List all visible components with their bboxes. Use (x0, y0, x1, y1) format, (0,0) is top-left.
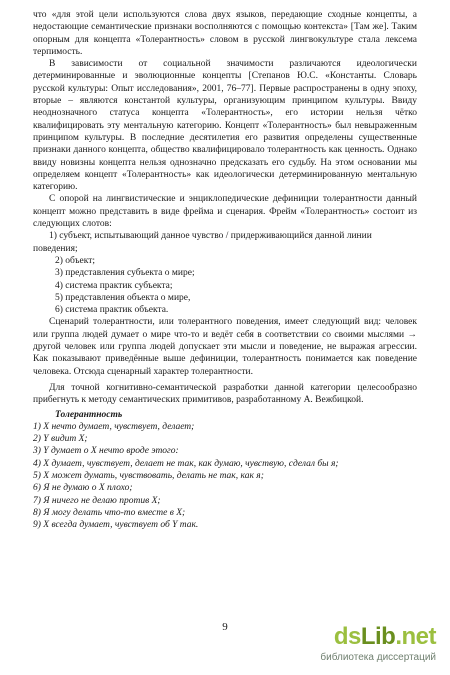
slot-item: 6) система практик объекта. (55, 305, 169, 316)
primitive-item: 3) Y думает о X нечто вроде этого: (33, 446, 179, 457)
document-page (33, 9, 417, 531)
paragraph-3: С опорой на лингвистические и энциклопедические дефиниции толерантности данный концепт можно представить в виде фрейма и сценария. Фрейм «Толерантность» состоит из следующих слотов: (33, 194, 417, 230)
primitive-item: 5) X может думать, чувствовать, делать не так, как я; (33, 470, 264, 481)
slot-item: 5) представления объекта о мире, (55, 292, 191, 303)
primitive-item: 1) X нечто думает, чувствует, делает; (33, 421, 195, 432)
frame-slot-list (33, 230, 417, 316)
primitive-item: 2) Y видит X; (33, 434, 88, 445)
primitive-item: 4) X думает, чувствует, делает не так, как думаю, чувствую, сделал бы я; (33, 458, 339, 469)
paragraph-5: Для точной когнитивно-семантической разработки данной категории целесообразно прибегнуть к методу семантических примитивов, разработанному А. Вежбицкой. (33, 382, 417, 406)
paragraph-2: В зависимости от социальной значимости различаются идеологически детерминированные и эволюционные концепты [Степанов Ю.С. «Константы. Словарь русской культуры: Опыт исследования», 2001, 76–77]. Первые распространены в одну эпоху, вторые – являются константой культуры, организующим принципом культуры. Ввиду неоднозначного статуса концепта «Толерантность», его истории нельзя чётко квалифицировать эту ментальную категорию. Концепт «Толерантность» был невыраженным принципом культуры. В последние десятилетия его развития определены существенные признаки данного концепта, общество квалифицировало толерантность как ценность. Однако ввиду новизны концепта нельзя однозначно предсказать его судьбу. На этом основании мы определяем концепт «Толерантность» как идеологически детерминированную ментальную категорию. (33, 59, 417, 193)
paragraph-1: что «для этой цели используются слова двух языков, передающие сходные концепты, а недостающие семантические признаки восполняются с помощью контекста» [Там же]. Таким опорным для концепта «Толерантность» словом в русской лингвокультуре стала лексема терпимость. (33, 10, 417, 57)
paragraph-4: Сценарий толерантности, или толерантного поведения, имеет следующий вид: человек или группа людей думает о мире что-то и ведёт себя в соответствии со своими мыслями → другой человек или группа людей допускает эти мысли и поведение, не выражая агрессии. Как показывают приведённые выше дефиниции, толерантность понимается как поведение человека. Отсюда сценарный характер толерантности. (33, 317, 417, 377)
primitive-item: 8) Я могу делать что-то вместе в X; (33, 507, 186, 518)
slot-item: 1) субъект, испытывающий данное чувство / придерживающийся данной линии поведения; (33, 231, 372, 254)
slot-item: 4) система практик субъекта; (55, 280, 173, 291)
primitives-heading: Толерантность (55, 409, 123, 420)
watermark-brand: dsLib.net (333, 623, 436, 650)
page-number: 9 (222, 621, 228, 633)
primitives-list (33, 421, 417, 532)
primitive-item: 6) Я не думаю о X плохо; (33, 483, 133, 494)
watermark-subtitle: библиотека диссертаций (320, 652, 436, 663)
primitive-item: 7) Я ничего не делаю против X; (33, 495, 161, 506)
slot-item: 2) объект; (55, 255, 96, 266)
primitive-item: 9) X всегда думает, чувствует об Y так. (33, 520, 199, 531)
slot-item: 3) представления субъекта о мире; (55, 268, 195, 279)
watermark-logo (320, 623, 440, 667)
